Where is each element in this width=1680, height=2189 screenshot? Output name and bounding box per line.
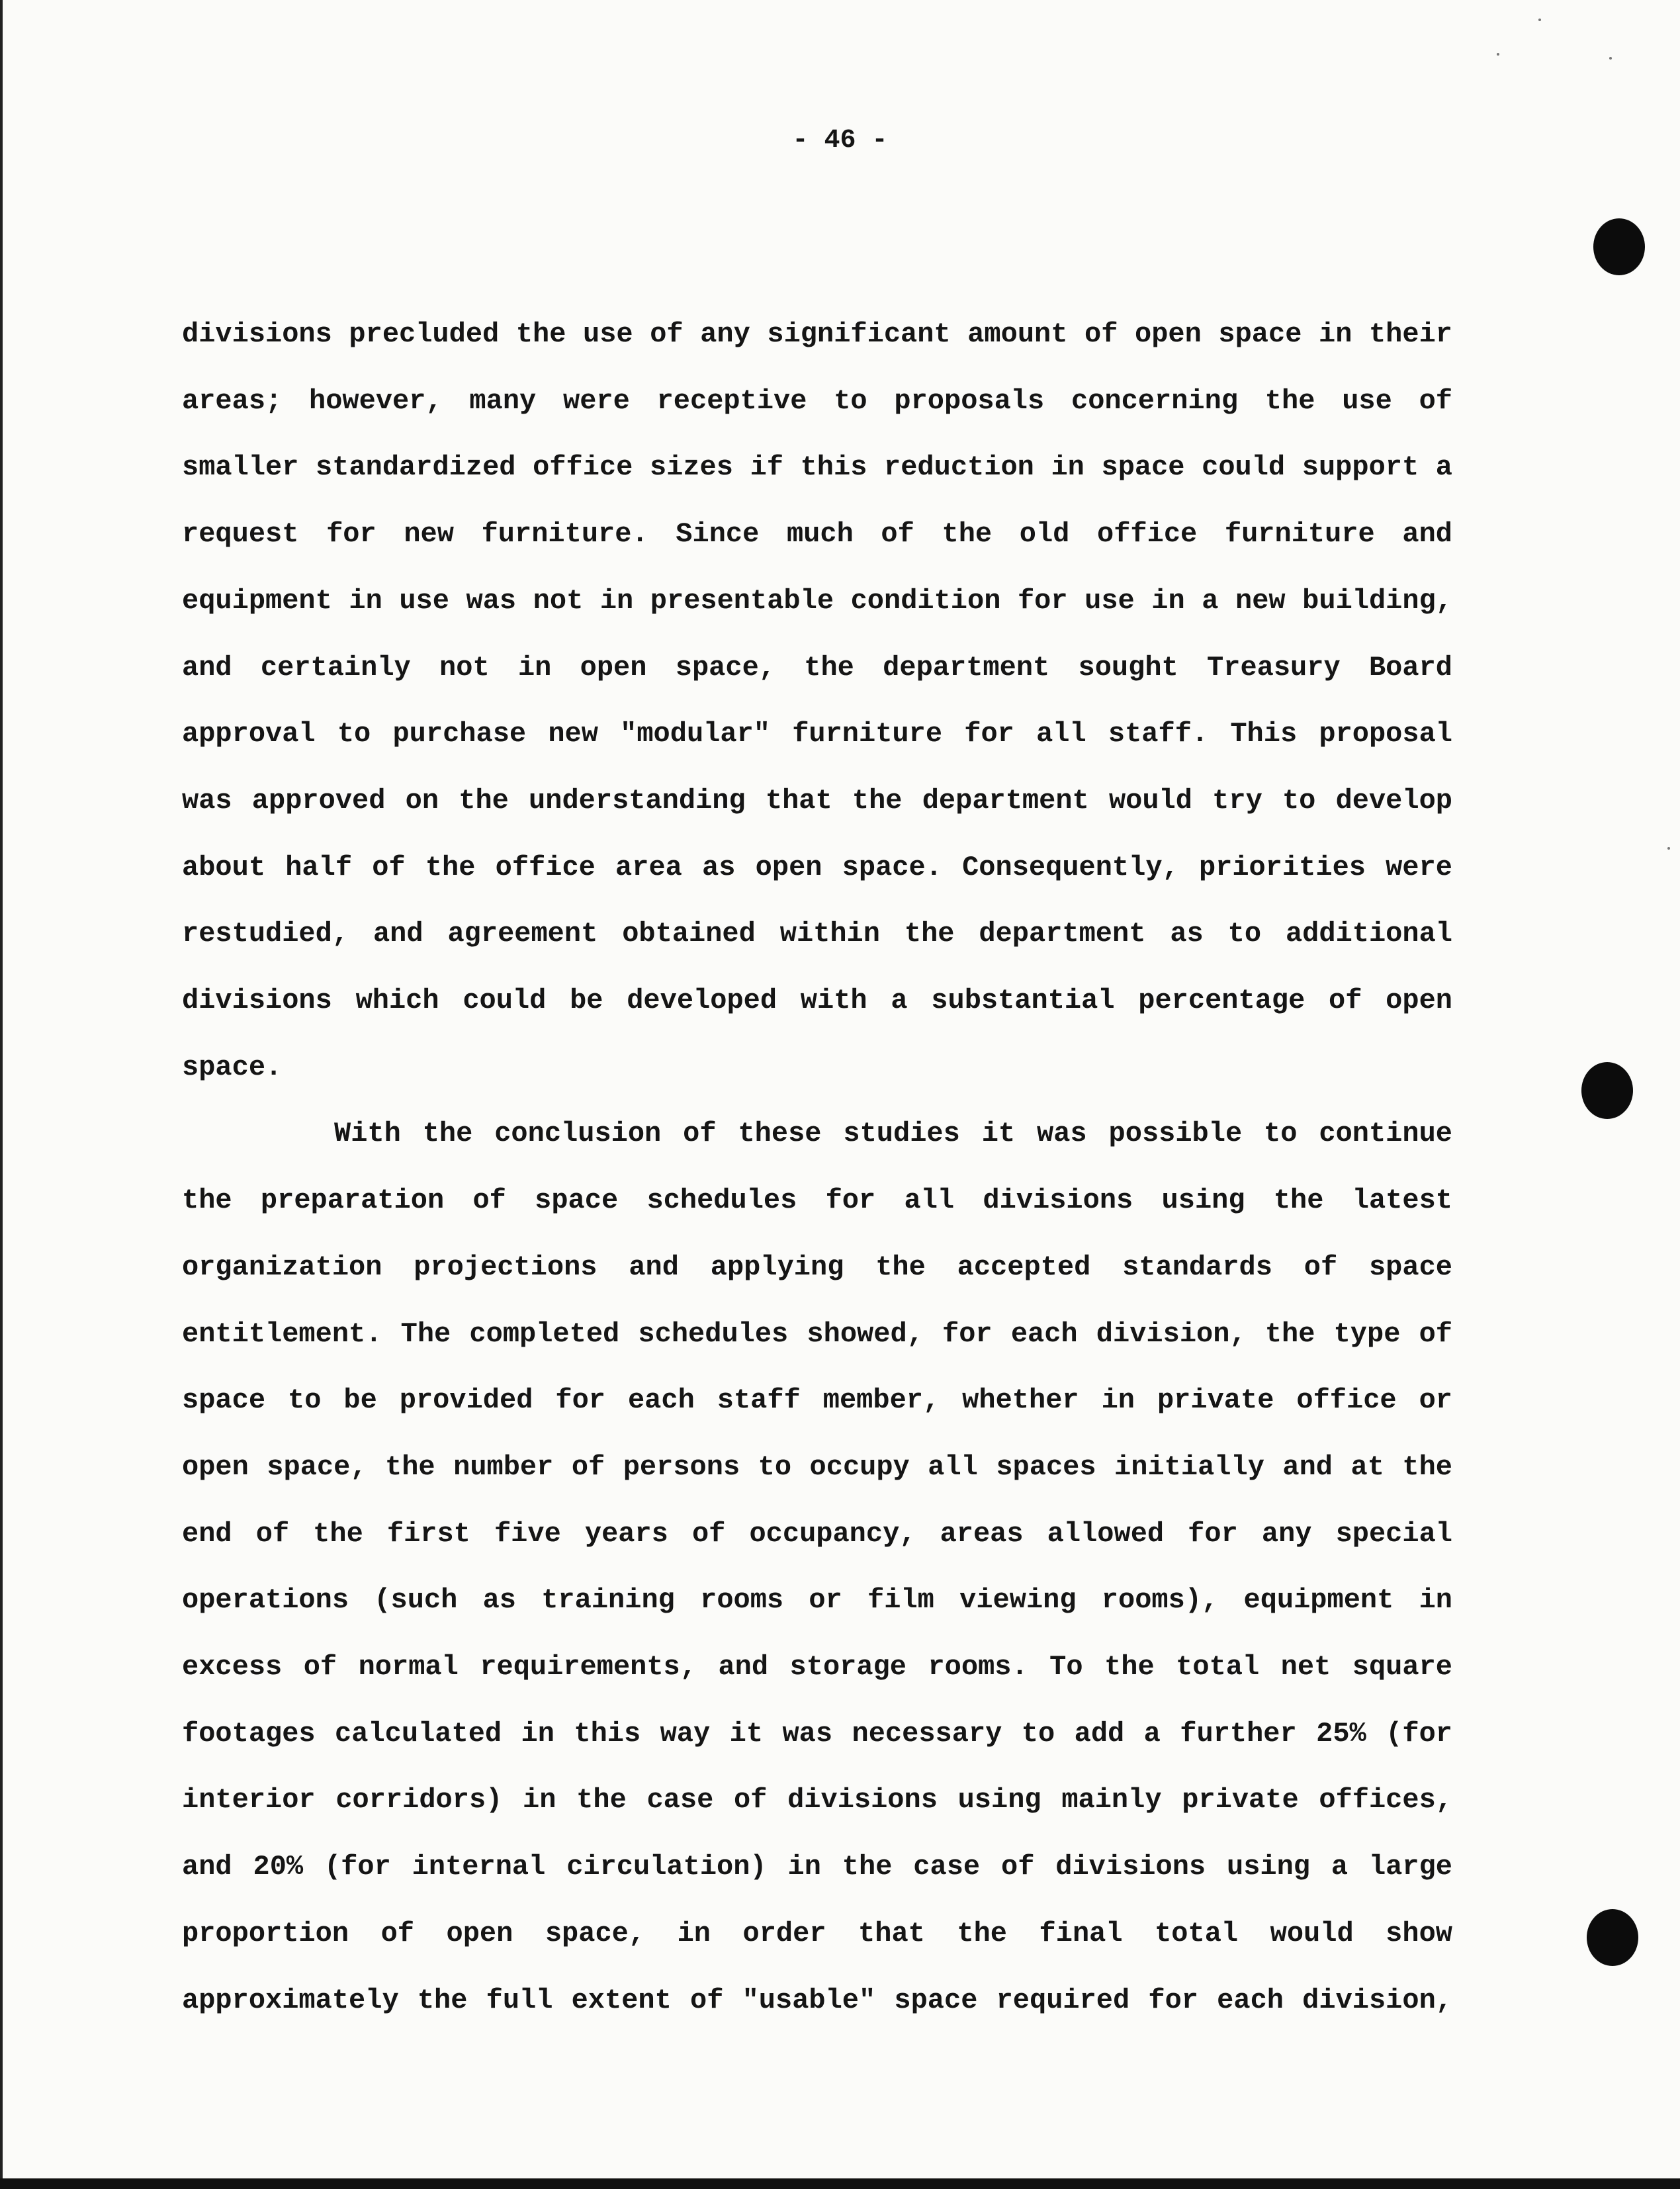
text-line: restudied, and agreement obtained within the department as to additional (182, 918, 1452, 950)
punch-hole-top (1593, 218, 1645, 275)
text-line: space. (182, 1051, 283, 1083)
text-line: With the conclusion of these studies it was possible to continue (334, 1118, 1452, 1150)
page-edge-shadow (0, 0, 3, 2189)
text-line: divisions precluded the use of any significant amount of open space in their (182, 318, 1452, 350)
text-line: footages calculated in this way it was necessary to add a further 25% (for (182, 1717, 1452, 1750)
text-line: approval to purchase new "modular" furniture for all staff. This proposal (182, 718, 1452, 750)
text-line: areas; however, many were receptive to proposals concerning the use of (182, 384, 1452, 417)
scan-speck (1497, 53, 1499, 56)
text-line: proportion of open space, in order that the final total would show (182, 1917, 1452, 1949)
scan-speck (1609, 57, 1612, 60)
text-line: end of the first five years of occupancy, areas allowed for any special (182, 1517, 1452, 1550)
text-line: space to be provided for each staff member, whether in private office or (182, 1384, 1452, 1417)
text-line: the preparation of space schedules for all divisions using the latest (182, 1184, 1452, 1217)
text-line: divisions which could be developed with a substantial percentage of open (182, 985, 1452, 1017)
paragraph-1 (182, 301, 1452, 1100)
punch-hole-bottom (1587, 1909, 1638, 1966)
text-line: equipment in use was not in presentable condition for use in a new building, (182, 584, 1452, 617)
text-line: entitlement. The completed schedules showed, for each division, the type of (182, 1318, 1452, 1350)
scan-speck (1667, 847, 1670, 850)
text-line: about half of the office area as open space. Consequently, priorities were (182, 851, 1452, 883)
scan-speck (1538, 19, 1541, 21)
text-line: and certainly not in open space, the department sought Treasury Board (182, 651, 1452, 684)
punch-hole-middle (1581, 1062, 1633, 1119)
page-edge-bottom (0, 2178, 1680, 2189)
text-line: was approved on the understanding that the department would try to develop (182, 784, 1452, 817)
text-line: smaller standardized office sizes if this reduction in space could support a (182, 451, 1452, 484)
paragraph-2 (182, 1100, 1452, 2033)
document-body (182, 301, 1452, 2033)
page-number: - 46 - (792, 126, 888, 156)
text-line: excess of normal requirements, and storage rooms. To the total net square (182, 1651, 1452, 1683)
text-line: approximately the full extent of "usable" space required for each division, (182, 1984, 1452, 2016)
text-line: open space, the number of persons to occupy all spaces initially and at the (182, 1451, 1452, 1483)
text-line: request for new furniture. Since much of the old office furniture and (182, 518, 1452, 551)
text-line: and 20% (for internal circulation) in the case of divisions using a large (182, 1851, 1452, 1883)
text-line: operations (such as training rooms or film viewing rooms), equipment in (182, 1584, 1452, 1617)
text-line: organization projections and applying the accepted standards of space (182, 1251, 1452, 1283)
text-line: interior corridors) in the case of divisions using mainly private offices, (182, 1784, 1452, 1816)
